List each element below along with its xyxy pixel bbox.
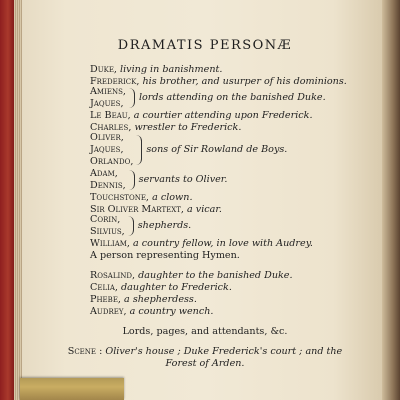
entry-servants: Adam, Dennis, servants to Oliver. xyxy=(90,168,228,191)
entry-celia: Celia, daughter to Frederick. xyxy=(90,282,232,293)
entry-shepherds: Corin, Silvius, shepherds. xyxy=(90,214,192,237)
entry-hymen: A person representing Hymen. xyxy=(90,250,240,261)
book-binding-shadow xyxy=(382,0,400,400)
entry-sons: Oliver, Jaques, Orlando, sons of Sir Rowland de Boys. xyxy=(90,132,288,167)
entry-phebe: Phebe, a shepherdess. xyxy=(90,294,197,305)
brace xyxy=(128,88,135,108)
entry-william: William, a country fellow, in love with Audrey. xyxy=(90,238,313,249)
brace xyxy=(135,135,142,165)
entry-lebeau: Le Beau, a courtier attending upon Frederick. xyxy=(90,110,313,121)
entry-rosalind: Rosalind, daughter to the banished Duke. xyxy=(90,270,293,281)
bookmark-ribbon xyxy=(20,378,124,400)
page-title: DRAMATIS PERSONÆ xyxy=(117,38,293,53)
entry-frederick: Frederick, his brother, and usurper of his dominions. xyxy=(90,76,347,87)
scene-line-2: Forest of Arden. xyxy=(165,358,245,369)
entry-martext: Sir Oliver Martext, a vicar. xyxy=(90,204,222,215)
brace xyxy=(128,170,135,190)
entry-charles: Charles, wrestler to Frederick. xyxy=(90,122,242,133)
attendants-line: Lords, pages, and attendants, &c. xyxy=(122,326,288,337)
book-page xyxy=(22,0,388,400)
scene-line: Scene : Oliver's house ; Duke Frederick's court ; and the xyxy=(67,346,343,357)
entry-touchstone: Touchstone, a clown. xyxy=(90,192,193,203)
entry-audrey: Audrey, a country wench. xyxy=(90,306,214,317)
entry-amiens-jaques: Amiens, Jaques, lords attending on the banished Duke. xyxy=(90,86,326,109)
brace xyxy=(127,216,134,236)
entry-duke: Duke, living in banishment. xyxy=(90,64,223,75)
